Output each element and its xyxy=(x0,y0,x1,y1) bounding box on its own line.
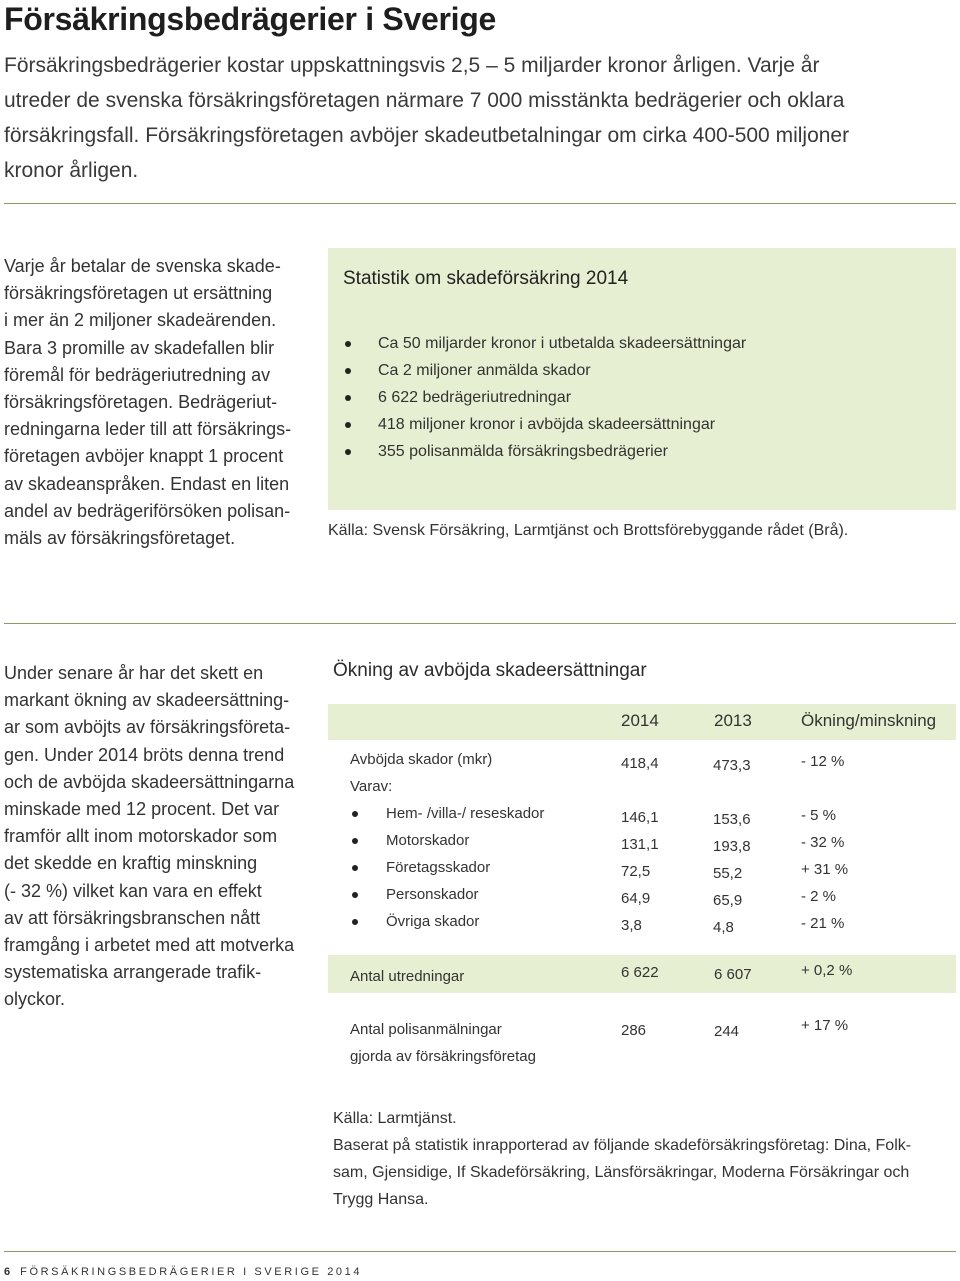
value-change: + 17 % xyxy=(801,1017,849,1034)
bullet-icon xyxy=(352,865,358,871)
row-label: Hem- /villa-/ reseskador xyxy=(386,805,545,822)
intro-paragraph xyxy=(4,48,954,188)
table-source xyxy=(333,1105,953,1213)
row-label: Varav: xyxy=(350,778,393,795)
value-change: + 31 % xyxy=(801,861,849,878)
value-2014: 286 xyxy=(621,1022,647,1039)
value-2013: 153,6 xyxy=(713,811,751,828)
value-2013: 193,8 xyxy=(713,838,751,855)
text-line: i mer än 2 miljoner skadeärenden. xyxy=(4,310,277,331)
bullet-icon xyxy=(352,838,358,844)
footer-divider xyxy=(4,1251,956,1252)
page-number: 6 xyxy=(4,1266,11,1278)
section-divider xyxy=(4,623,956,624)
text-line: ar som avböjts av försäkringsföreta- xyxy=(4,717,291,738)
text-line: framgång i arbetet med att motverka xyxy=(4,935,295,956)
text-line: mäls av försäkringsföretaget. xyxy=(4,528,236,549)
value-2013: 6 607 xyxy=(714,966,752,983)
statistics-list xyxy=(343,330,746,465)
statistics-item: 418 miljoner kronor i avböjda skadeersättningar xyxy=(343,411,746,438)
value-2013: 55,2 xyxy=(713,865,743,882)
left-column-text-1 xyxy=(4,253,291,552)
row-label-continued: gjorda av försäkringsföretag xyxy=(350,1048,536,1065)
intro-line: utreder de svenska försäkringsföretagen närmare 7 000 misstänkta bedrägerier och oklara xyxy=(4,89,845,112)
page-title: Försäkringsbedrägerier i Sverige xyxy=(4,1,496,37)
left-column-text-2 xyxy=(4,660,294,1014)
value-change: - 5 % xyxy=(801,807,837,824)
text-line: systematiska arrangerade trafik- xyxy=(4,962,262,983)
text-line: det skedde en kraftig minskning xyxy=(4,853,258,874)
text-line: försäkringsföretagen ut ersättning xyxy=(4,283,273,304)
text-line: framför allt inom motorskador som xyxy=(4,826,278,847)
value-2013: 65,9 xyxy=(713,892,743,909)
bullet-icon xyxy=(352,892,358,898)
value-change: - 12 % xyxy=(801,753,845,770)
bullet-icon xyxy=(345,395,351,401)
bullet-icon xyxy=(345,449,351,455)
value-2014: 6 622 xyxy=(621,964,659,981)
source-line: Källa: Larmtjänst. xyxy=(333,1110,457,1127)
statistics-item: Ca 2 miljoner anmälda skador xyxy=(343,357,746,384)
intro-line: försäkringsfall. Försäkringsföretagen avböjer skadeutbetalningar om cirka 400-500 miljoner xyxy=(4,124,850,147)
value-change: - 2 % xyxy=(801,888,837,905)
text-line: av att försäkringsbranschen nått xyxy=(4,907,261,928)
value-2013: 244 xyxy=(714,1023,740,1040)
text-line: försäkringsföretagen. Bedrägeriut- xyxy=(4,392,278,413)
column-header-2014: 2014 xyxy=(621,711,659,730)
row-label: Övriga skador xyxy=(386,913,480,930)
statistics-box xyxy=(328,248,956,510)
bullet-icon xyxy=(345,368,351,374)
statistics-item: 6 622 bedrägeriutredningar xyxy=(343,384,746,411)
footer-title: FÖRSÄKRINGSBEDRÄGERIER I SVERIGE 2014 xyxy=(20,1266,363,1278)
value-change: + 0,2 % xyxy=(801,962,853,979)
row-label: Antal polisanmälningar xyxy=(350,1021,502,1038)
row-label: Avböjda skador (mkr) xyxy=(350,751,493,768)
column-header-change: Ökning/minskning xyxy=(801,711,937,730)
intro-line: Försäkringsbedrägerier kostar uppskattningsvis 2,5 – 5 miljarder kronor årligen. Varje år xyxy=(4,54,820,77)
page-footer xyxy=(4,1266,362,1278)
value-2014: 146,1 xyxy=(621,809,659,826)
value-2014: 72,5 xyxy=(621,863,651,880)
bullet-icon xyxy=(345,422,351,428)
text-line: minskade med 12 procent. Det var xyxy=(4,799,280,820)
value-2014: 64,9 xyxy=(621,890,651,907)
statistics-item: 355 polisanmälda försäkringsbedrägerier xyxy=(343,438,746,465)
text-line: markant ökning av skadeersättning- xyxy=(4,690,290,711)
source-line: Trygg Hansa. xyxy=(333,1191,429,1208)
statistics-box-title: Statistik om skadeförsäkring 2014 xyxy=(343,268,629,289)
text-line: Bara 3 promille av skadefallen blir xyxy=(4,337,275,358)
row-label: Företagsskador xyxy=(386,859,491,876)
bullet-icon xyxy=(345,341,351,347)
text-line: och de avböjda skadeersättningarna xyxy=(4,771,295,792)
value-2013: 473,3 xyxy=(713,757,751,774)
row-label: Motorskador xyxy=(386,832,470,849)
column-header-2013: 2013 xyxy=(714,711,752,730)
text-line: olyckor. xyxy=(4,989,66,1010)
row-label: Antal utredningar xyxy=(350,968,465,985)
text-line: (- 32 %) vilket kan vara en effekt xyxy=(4,880,262,901)
table-title: Ökning av avböjda skadeersättningar xyxy=(333,660,647,681)
text-line: redningarna leder till att försäkrings- xyxy=(4,419,292,440)
value-2014: 131,1 xyxy=(621,836,659,853)
text-line: företagen avböjer knappt 1 procent xyxy=(4,446,284,467)
text-line: Under senare år har det skett en xyxy=(4,663,264,683)
row-label: Personskador xyxy=(386,886,479,903)
source-line: Baserat på statistik inrapporterad av följande skadeförsäkringsföretag: Dina, Folk- xyxy=(333,1137,912,1154)
bullet-icon xyxy=(352,919,358,925)
section-divider xyxy=(4,203,956,204)
statistics-item: Ca 50 miljarder kronor i utbetalda skadeersättningar xyxy=(343,330,746,357)
text-line: av skadeanspråken. Endast en liten xyxy=(4,473,290,494)
text-line: andel av bedrägeriförsöken polisan- xyxy=(4,500,291,521)
value-2014: 3,8 xyxy=(621,917,642,934)
value-2013: 4,8 xyxy=(713,919,734,936)
statistics-source: Källa: Svensk Försäkring, Larmtjänst och Brottsförebyggande rådet (Brå). xyxy=(328,522,849,539)
source-line: sam, Gjensidige, If Skadeförsäkring, Länsförsäkringar, Moderna Försäkringar och xyxy=(333,1164,910,1181)
text-line: föremål för bedrägeriutredning av xyxy=(4,364,271,385)
value-2014: 418,4 xyxy=(621,755,659,772)
intro-line: kronor årligen. xyxy=(4,159,139,182)
bullet-icon xyxy=(352,811,358,817)
value-change: - 21 % xyxy=(801,915,845,932)
value-change: - 32 % xyxy=(801,834,845,851)
text-line: Varje år betalar de svenska skade- xyxy=(4,256,281,276)
text-line: gen. Under 2014 bröts denna trend xyxy=(4,744,285,765)
